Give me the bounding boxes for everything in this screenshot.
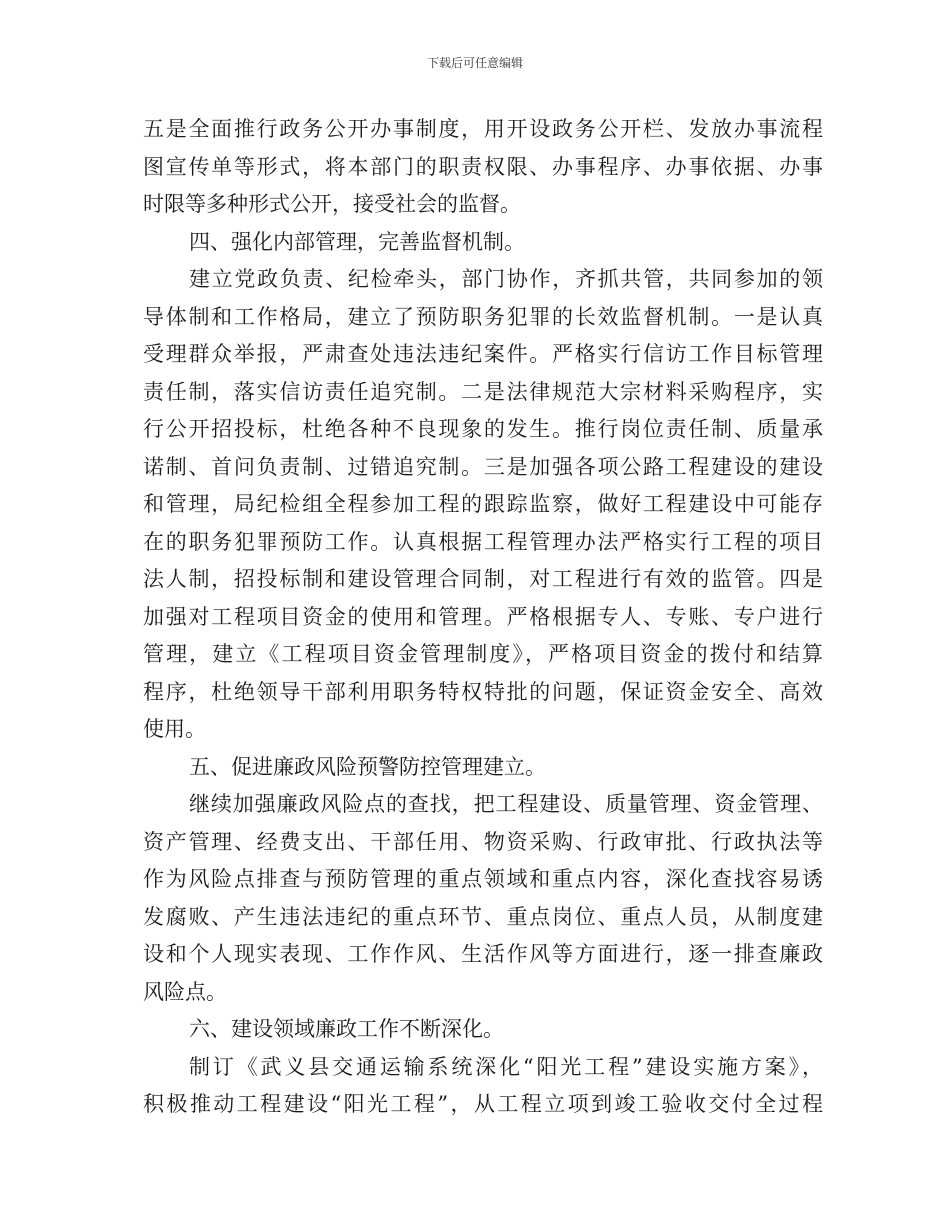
text-line: 继续加强廉政风险点的查找，把工程建设、质量管理、资金管理、 [189, 792, 823, 816]
text-line: 建立党政负责、纪检牵头，部门协作，齐抓共管，共同参加的领 [189, 267, 823, 291]
text-line: 作为风险点排查与预防管理的重点领域和重点内容，深化查找容易诱 [143, 867, 823, 891]
text-line: 制订《武义县交通运输系统深化“阳光工程”建设实施方案》， [189, 1054, 823, 1079]
text-line: 和管理，局纪检组全程参加工程的跟踪监察，做好工程建设中可能存 [143, 492, 823, 516]
text-line: 四、强化内部管理，完善监督机制。 [189, 229, 525, 254]
text-line: 法人制，招投标制和建设管理合同制，对工程进行有效的监管。四是 [143, 567, 823, 591]
text-line: 风险点。 [143, 979, 227, 1004]
text-line: 在的职务犯罪预防工作。认真根据工程管理办法严格实行工程的项目 [143, 529, 823, 554]
text-line: 六、建设领域廉政工作不断深化。 [189, 1017, 504, 1041]
text-line: 诺制、首问负责制、过错追究制。三是加强各项公路工程建设的建设 [143, 454, 823, 479]
text-line: 五是全面推行政务公开办事制度，用开设政务公开栏、发放办事流程 [143, 117, 823, 141]
text-line: 图宣传单等形式，将本部门的职责权限、办事程序、办事依据、办事 [143, 154, 823, 179]
text-line: 行公开招投标，杜绝各种不良现象的发生。推行岗位责任制、质量承 [143, 417, 823, 441]
text-line: 时限等多种形式公开，接受社会的监督。 [143, 192, 521, 216]
text-line: 设和个人现实表现、工作作风、生活作风等方面进行，逐一排查廉政 [143, 942, 823, 966]
text-line: 程序，杜绝领导干部利用职务特权特批的问题，保证资金安全、高效 [143, 679, 823, 704]
text-line: 导体制和工作格局，建立了预防职务犯罪的长效监督机制。一是认真 [143, 304, 823, 329]
document-body [143, 111, 823, 1124]
text-line: 管理，建立《工程项目资金管理制度》，严格项目资金的拨付和结算 [143, 642, 823, 666]
text-line: 受理群众举报，严肃查处违法违纪案件。严格实行信访工作目标管理 [143, 342, 823, 366]
text-line: 积极推动工程建设“阳光工程”，从工程立项到竣工验收交付全过程 [143, 1092, 823, 1116]
page-header: 下载后可任意编辑 [426, 56, 523, 70]
text-line: 资产管理、经费支出、干部任用、物资采购、行政审批、行政执法等 [143, 829, 823, 854]
text-line: 使用。 [143, 717, 206, 741]
text-line: 加强对工程项目资金的使用和管理。严格根据专人、专账、专户进行 [143, 604, 823, 629]
text-line: 五、促进廉政风险预警防控管理建立。 [189, 754, 546, 779]
text-line: 发腐败、产生违法违纪的重点环节、重点岗位、重点人员，从制度建 [143, 904, 823, 929]
text-line: 责任制，落实信访责任追究制。二是法律规范大宗材料采购程序，实 [143, 379, 823, 404]
